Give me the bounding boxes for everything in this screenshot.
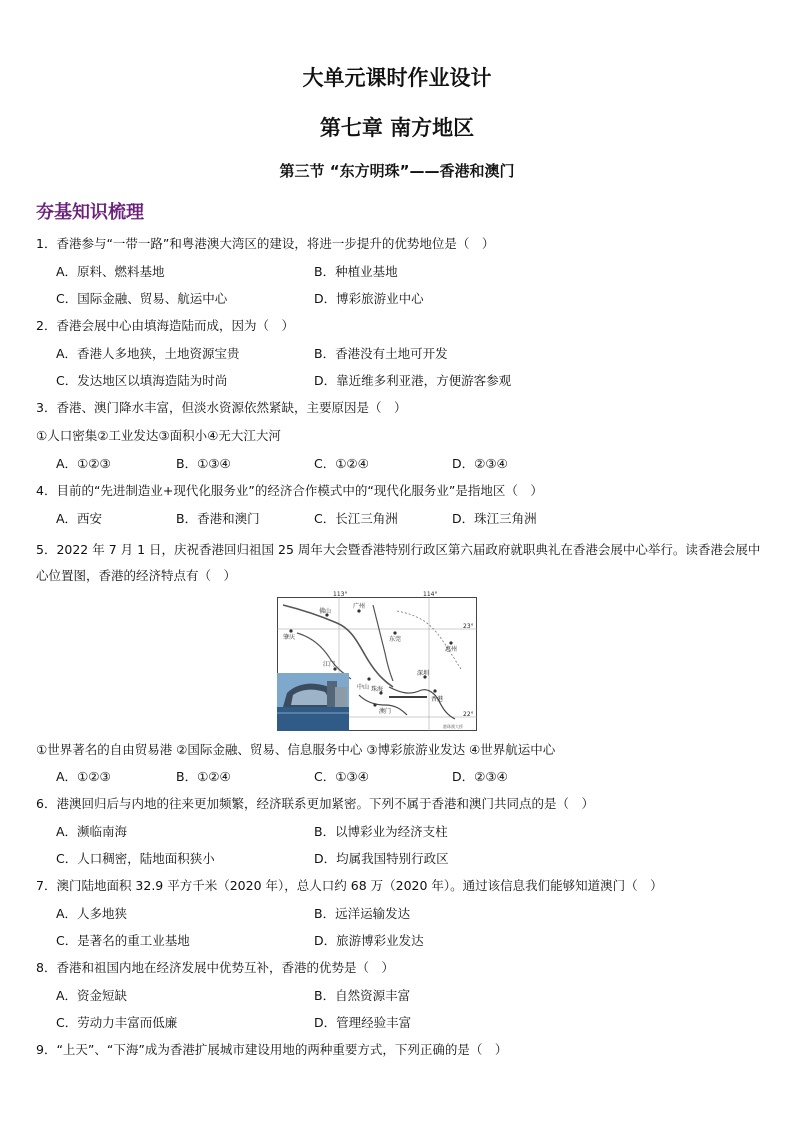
- q4-option-a[interactable]: A．西安: [56, 511, 103, 526]
- q8-option-d[interactable]: D．管理经验丰富: [314, 1015, 412, 1030]
- map-city-huizhou: 惠州: [445, 646, 458, 653]
- q4-option-b[interactable]: B．香港和澳门: [176, 511, 260, 526]
- q6-option-c[interactable]: C．人口稠密，陆地面积狭小: [56, 851, 215, 866]
- map-city-guangzhou: 广州: [353, 603, 366, 610]
- question-1-stem: 1．香港参与“一带一路”和粤港澳大湾区的建设，将进一步提升的优势地位是（ ）: [36, 236, 495, 251]
- q2-option-c[interactable]: C．发达地区以填海造陆为时尚: [56, 373, 228, 388]
- q6-option-b[interactable]: B．以博彩业为经济支柱: [314, 824, 448, 839]
- q2-option-a[interactable]: A．香港人多地狭，土地资源宝贵: [56, 346, 240, 361]
- section-heading: 夯基知识梳理: [36, 202, 144, 223]
- map-city-zhongshan: 中山: [357, 684, 370, 691]
- q5-option-c[interactable]: C．①③④: [314, 769, 369, 784]
- q7-option-a[interactable]: A．人多地狭: [56, 906, 128, 921]
- q5-option-b[interactable]: B．①②④: [176, 769, 231, 784]
- map-lat-label-23: 23°: [463, 623, 474, 630]
- map-lon-label-114: 114°: [423, 591, 438, 598]
- q5-option-a[interactable]: A．①②③: [56, 769, 111, 784]
- convention-center-photo: [277, 673, 349, 731]
- map-city-hongkong: 香港: [431, 696, 444, 703]
- question-3-stem: 3．香港、澳门降水丰富，但淡水资源依然紧缺，主要原因是（ ）: [36, 400, 407, 415]
- question-5-items: ①世界著名的自由贸易港 ②国际金融、贸易、信息服务中心 ③博彩旅游业发达 ④世界航运中心: [36, 742, 556, 757]
- q3-option-c[interactable]: C．①②④: [314, 456, 369, 471]
- question-4-stem: 4．目前的“先进制造业+现代化服务业”的经济合作模式中的“现代化服务业”是指地区（ ）: [36, 483, 543, 498]
- q4-option-c[interactable]: C．长江三角洲: [314, 511, 398, 526]
- q8-option-b[interactable]: B．自然资源丰富: [314, 988, 411, 1003]
- q7-option-c[interactable]: C．是著名的重工业基地: [56, 933, 190, 948]
- document-title: 大单元课时作业设计: [302, 66, 492, 90]
- q4-option-d[interactable]: D．珠江三角洲: [452, 511, 537, 526]
- map-lat-label-22: 22°: [463, 711, 474, 718]
- map-city-zhaoqing: 肇庆: [283, 634, 296, 641]
- question-9-stem: 9．“上天”、“下海”成为香港扩展城市建设用地的两种重要方式，下列正确的是（ ）: [36, 1042, 508, 1057]
- q3-option-a[interactable]: A．①②③: [56, 456, 111, 471]
- q3-option-d[interactable]: D．②③④: [452, 456, 508, 471]
- q1-option-c[interactable]: C．国际金融、贸易、航运中心: [56, 291, 228, 306]
- q1-option-d[interactable]: D．博彩旅游业中心: [314, 291, 424, 306]
- q5-option-d[interactable]: D．②③④: [452, 769, 508, 784]
- q8-option-a[interactable]: A．资金短缺: [56, 988, 128, 1003]
- q1-option-a[interactable]: A．原料、燃料基地: [56, 264, 165, 279]
- chapter-title: 第七章 南方地区: [319, 116, 475, 140]
- question-7-stem: 7．澳门陆地面积 32.9 平方千米（2020 年），总人口约 68 万（2020 年）。通过该信息我们能够知道澳门（ ）: [36, 878, 663, 893]
- q6-option-d[interactable]: D．均属我国特别行政区: [314, 851, 449, 866]
- question-2-stem: 2．香港会展中心由填海造陆而成，因为（ ）: [36, 318, 294, 333]
- q1-option-b[interactable]: B．种植业基地: [314, 264, 398, 279]
- q7-option-b[interactable]: B．远洋运输发达: [314, 906, 411, 921]
- q6-option-a[interactable]: A．濒临南海: [56, 824, 128, 839]
- map-legend-bridge: 港珠澳大桥: [443, 724, 463, 729]
- map-lon-label-113: 113°: [333, 591, 348, 598]
- map-city-foshan: 佛山: [319, 608, 332, 615]
- question-6-stem: 6．港澳回归后与内地的往来更加频繁，经济联系更加紧密。下列不属于香港和澳门共同点的是（ ）: [36, 796, 594, 811]
- map-city-shenzhen: 深圳: [417, 670, 430, 677]
- q7-option-d[interactable]: D．旅游博彩业发达: [314, 933, 424, 948]
- q2-option-b[interactable]: B．香港没有土地可开发: [314, 346, 448, 361]
- section-title: 第三节 “东方明珠”——香港和澳门: [279, 162, 515, 180]
- q8-option-c[interactable]: C．劳动力丰富而低廉: [56, 1015, 178, 1030]
- map-city-dongguan: 东莞: [389, 636, 402, 643]
- map-city-zhuhai: 珠海: [371, 686, 384, 693]
- question-5-stem: 5．2022 年 7 月 1 日，庆祝香港回归祖国 25 周年大会暨香港特别行政区第六届政府就职典礼在香港会展中心举行。读香港会展中心位置图，香港的经济特点有（ ）: [36, 542, 761, 583]
- question-3-items: ①人口密集②工业发达③面积小④无大江大河: [36, 428, 281, 443]
- question-8-stem: 8．香港和祖国内地在经济发展中优势互补，香港的优势是（ ）: [36, 960, 394, 975]
- map-city-macau: 澳门: [379, 708, 392, 715]
- q2-option-d[interactable]: D．靠近维多利亚港，方便游客参观: [314, 373, 512, 388]
- map-city-jiangmen: 江门: [323, 661, 336, 668]
- hong-kong-location-map: [277, 591, 477, 731]
- q3-option-b[interactable]: B．①③④: [176, 456, 231, 471]
